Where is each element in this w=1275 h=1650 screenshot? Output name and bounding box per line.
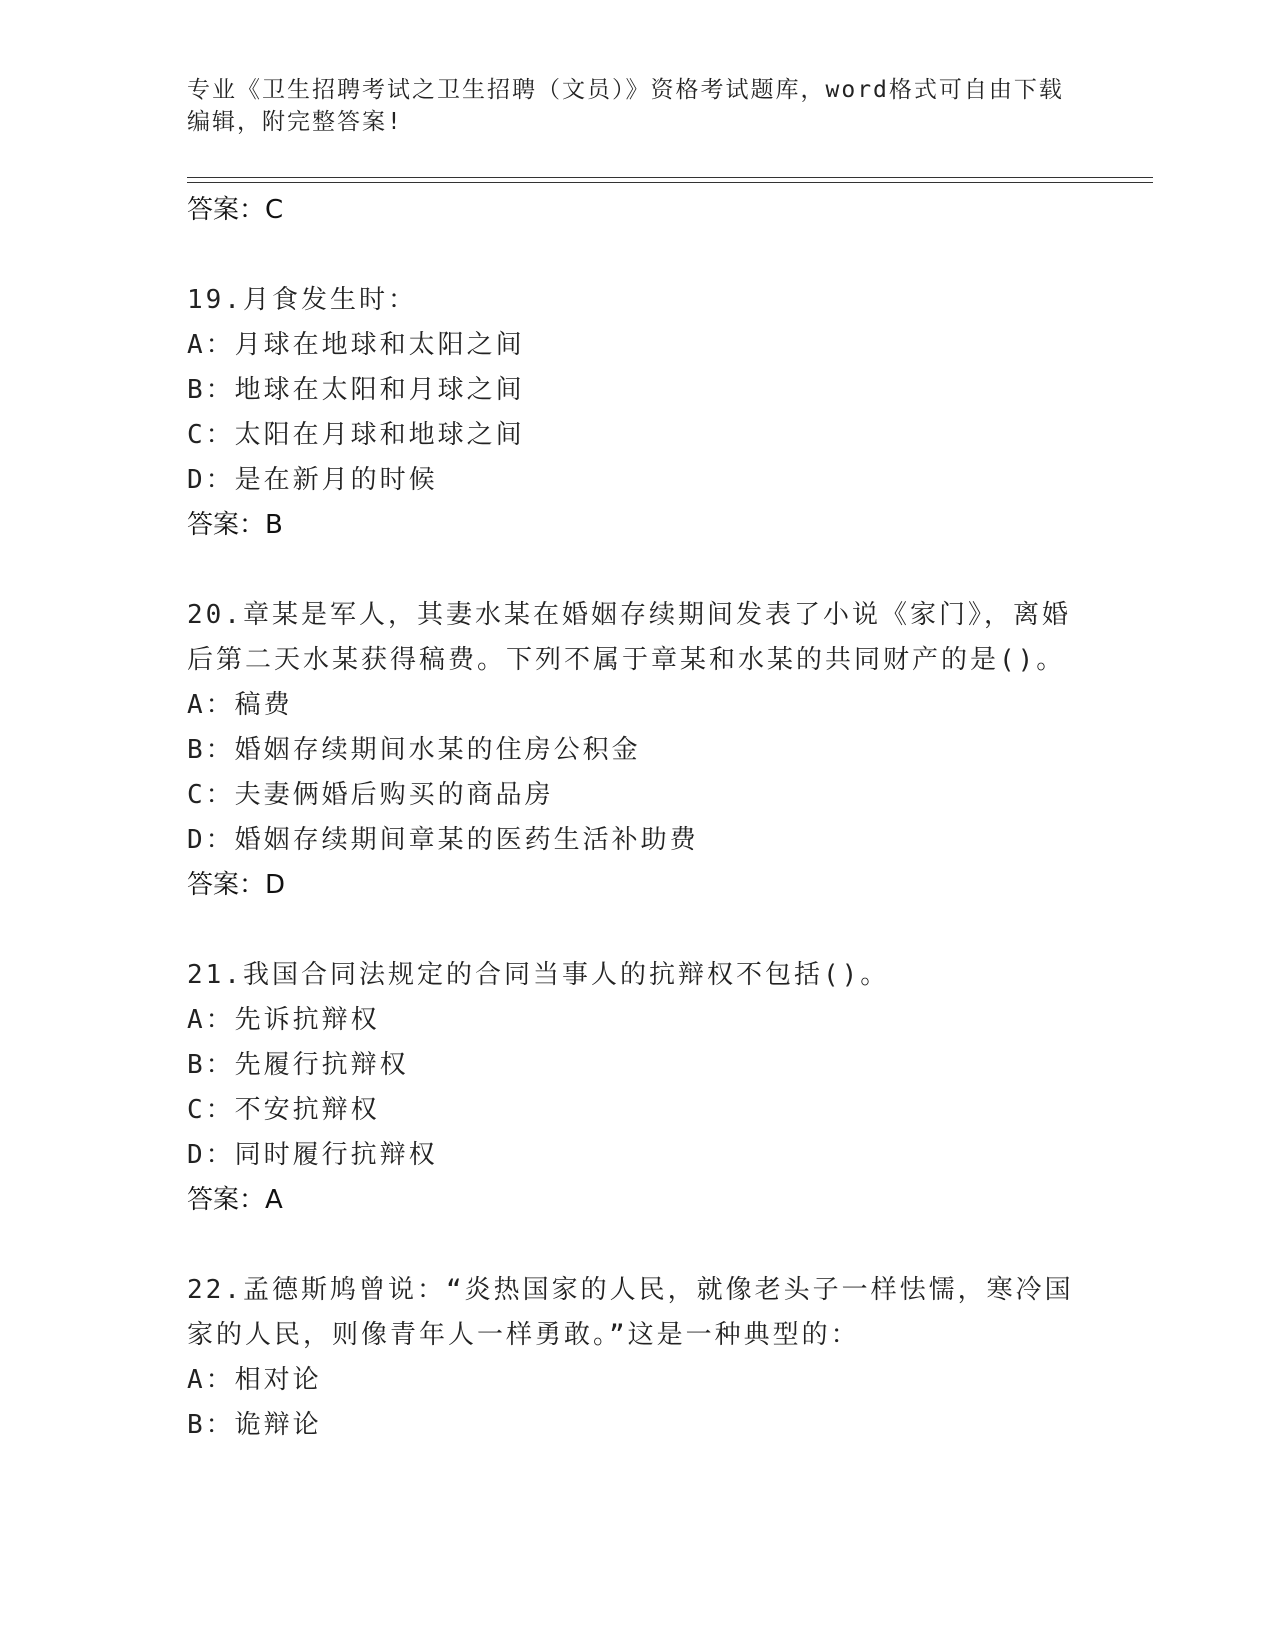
question-list [187, 188, 1087, 1448]
question-22 [187, 1268, 1087, 1448]
option-b: B：婚姻存续期间水某的住房公积金 [187, 735, 641, 765]
header-divider-top [187, 177, 1153, 178]
answer-line: 答案：C [187, 195, 284, 225]
option-d: D：同时履行抗辩权 [187, 1140, 438, 1170]
option-b: B：地球在太阳和月球之间 [187, 375, 525, 405]
question-stem: 19.月食发生时： [187, 285, 417, 315]
option-b: B：诡辩论 [187, 1410, 322, 1440]
answer-line: 答案：A [187, 1185, 283, 1215]
question-stem: 21.我国合同法规定的合同当事人的抗辩权不包括()。 [187, 960, 890, 990]
question-20 [187, 593, 1087, 908]
option-b: B：先履行抗辩权 [187, 1050, 409, 1080]
answer-line: 答案：D [187, 870, 286, 900]
answer-line: 答案：B [187, 510, 283, 540]
header-divider-bottom [187, 182, 1153, 183]
option-a: A：月球在地球和太阳之间 [187, 330, 525, 360]
option-d: D：婚姻存续期间章某的医药生活补助费 [187, 825, 699, 855]
document-header: 专业《卫生招聘考试之卫生招聘（文员）》资格考试题库，word格式可自由下载编辑，附完整答案! [187, 77, 1064, 135]
option-d: D：是在新月的时候 [187, 465, 438, 495]
option-c: C：不安抗辩权 [187, 1095, 380, 1125]
question-19 [187, 278, 1087, 548]
option-c: C：太阳在月球和地球之间 [187, 420, 525, 450]
option-c: C：夫妻俩婚后购买的商品房 [187, 780, 554, 810]
option-a: A：相对论 [187, 1365, 322, 1395]
question-stem: 22.孟德斯鸠曾说：“炎热国家的人民，就像老头子一样怯懦，寒冷国家的人民，则像青年人一样勇敢。”这是一种典型的： [187, 1275, 1074, 1350]
option-a: A：稿费 [187, 690, 293, 720]
question-stem: 20.章某是军人，其妻水某在婚姻存续期间发表了小说《家门》，离婚后第二天水某获得稿费。下列不属于章某和水某的共同财产的是()。 [187, 600, 1071, 675]
question-21 [187, 953, 1087, 1223]
option-a: A：先诉抗辩权 [187, 1005, 380, 1035]
